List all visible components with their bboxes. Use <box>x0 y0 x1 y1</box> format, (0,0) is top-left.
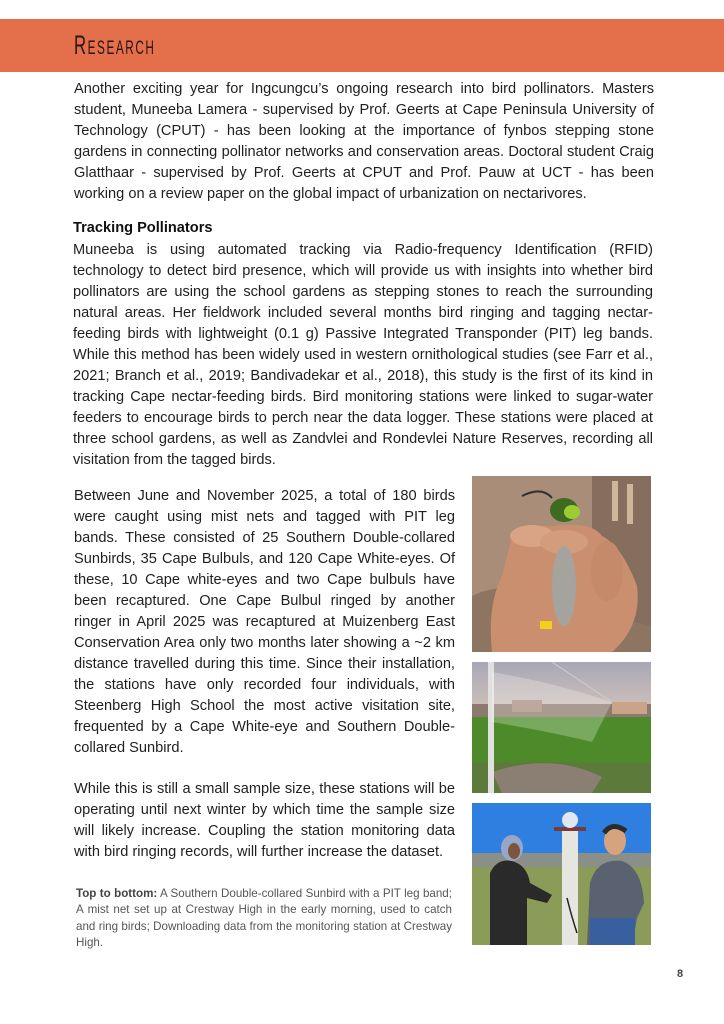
section-heading: Tracking Pollinators <box>73 220 213 236</box>
photo-monitoring-station <box>472 803 651 945</box>
results-paragraph: Between June and November 2025, a total of 180 birds were caught using mist nets and tagged with PIT leg bands. These consisted of 25 Southern Double-collared Sunbirds, 35 Cape Bulbuls, and 120 Cape White-eyes. Of these, 10 Cape white-eyes and two Cape bulbuls have been recaptured. One Cape Bulbul ringed by another ringer in April 2025 was recaptured at Muizenberg East Conservation Area only two months later showing a ~2 km distance travelled during this time. Since their installation, the stations have only recorded four individuals, with Steenberg High School the most active visitation site, frequented by a Cape White-eye and Southern Double-collared Sunbird. <box>74 488 455 756</box>
photo-sunbird-in-hand <box>472 476 651 652</box>
page-title: Research <box>74 30 156 60</box>
tracking-paragraph: Muneeba is using automated tracking via Radio-frequency Identification (RFID) technology to detect bird presence, which will provide us with insights into whether bird pollinators are using the school gardens as stepping stones to reach the surrounding natural areas. Her fieldwork included several months bird ringing and tagging nectar-feeding birds with lightweight (0.1 g) Passive Integrated Transponder (PIT) leg bands. While this method has been widely used in western ornithological studies (see Farr et al., 2021; Branch et al., 2019; Bandivadekar et al., 2018), this study is the first of its kind in tracking Cape nectar-feeding birds. Bird monitoring stations were linked to sugar-water feeders to encourage birds to perch near the data logger. These stations were placed at three school gardens, as well as Zandvlei and Rondevlei Nature Reserves, recording all visitation from the tagged birds. <box>73 242 653 468</box>
intro-paragraph: Another exciting year for Ingcungcu’s ongoing research into bird pollinators. Masters student, Muneeba Lamera - supervised by Prof. Geerts at Cape Peninsula University of Technology (CPUT) - has been looking at the importance of fynbos stepping stone gardens in connecting pollinator networks and conservation areas. Doctoral student Craig Glatthaar - supervised by Prof. Geerts at CPUT and Prof. Pauw at UCT - has been working on a review paper on the global impact of urbanization on nectarivores. <box>74 81 654 202</box>
mist-net-photo-illustration <box>472 662 651 793</box>
photo-mist-net <box>472 662 651 793</box>
photo-caption <box>76 886 452 952</box>
outlook-paragraph: While this is still a small sample size, these stations will be operating until next winter by which time the sample size will likely increase. Coupling the station monitoring data with bird ringing records, will further increase the dataset. <box>74 781 455 860</box>
sunbird-photo-illustration <box>472 476 651 652</box>
monitoring-station-photo-illustration <box>472 803 651 945</box>
caption-label: Top to bottom: <box>76 887 158 900</box>
caption-text: A Southern Double-collared Sunbird with a PIT leg band; A mist net set up at Crestway High in the early morning, used to catch and ring birds; Downloading data from the monitoring station at Crestway High. <box>76 887 452 950</box>
page-number: 8 <box>677 968 684 980</box>
